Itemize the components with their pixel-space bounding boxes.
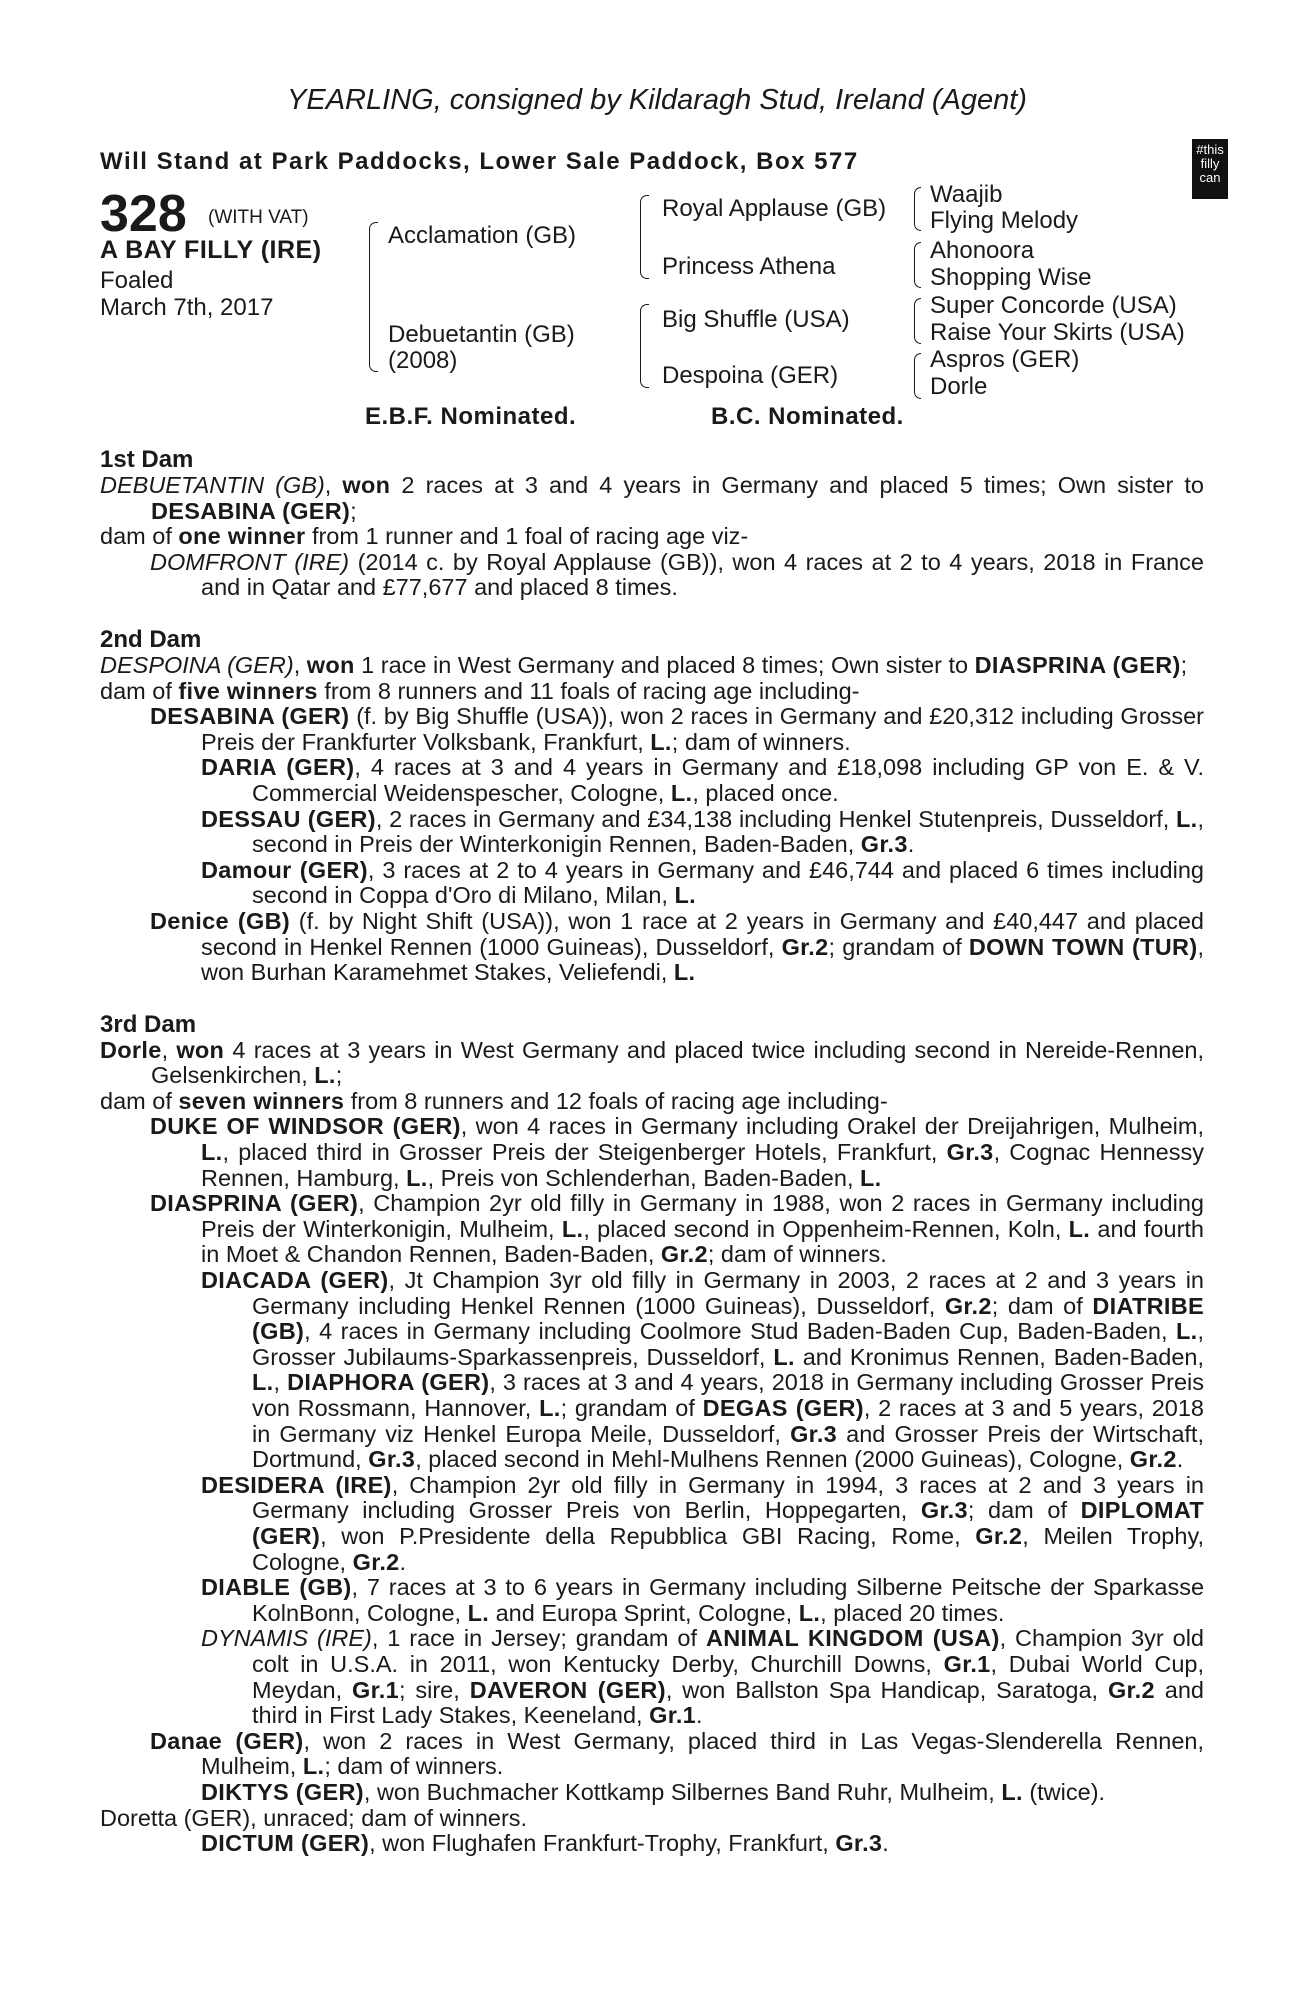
catalogue-body: [100, 447, 1204, 1857]
ebf-nominated: E.B.F. Nominated.: [365, 403, 577, 430]
logo-line-3: can: [1199, 170, 1221, 185]
foaled-label: Foaled: [100, 267, 174, 294]
pedigree-dam-year: (2008): [388, 347, 458, 374]
pedigree-ggp-7: Aspros (GER): [930, 346, 1080, 373]
produce-summary: dam of five winners from 8 runners and 11 foals of racing age including-: [100, 677, 860, 704]
pedigree-ggp-5: Super Concorde (USA): [930, 292, 1177, 319]
stand-location: Will Stand at Park Paddocks, Lower Sale Paddock, Box 577: [100, 148, 859, 175]
dam-entry: DEBUETANTIN (GB), won 2 races at 3 and 4 years in Germany and placed 5 times; Own sister to DESABINA (GER);: [100, 472, 1205, 524]
produce-entry: Damour (GER), 3 races at 2 to 4 years in Germany and £46,744 and placed 6 times including second in Coppa d'Oro di Milano, Milan, L.: [201, 856, 1204, 909]
produce-entry: DOMFRONT (IRE) (2014 c. by Royal Applause (GB)), won 4 races at 2 to 4 years, 2018 in France and in Qatar and £77,677 and placed 8 times.: [150, 548, 1204, 601]
pedigree-brace: [914, 353, 921, 399]
bc-nominated: B.C. Nominated.: [711, 403, 904, 430]
pedigree-ggp-3: Ahonoora: [930, 237, 1035, 264]
pedigree-brace: [914, 242, 921, 288]
sale-header: YEARLING, consigned by Kildaragh Stud, Ireland (Agent): [287, 84, 1027, 116]
produce-entry: DARIA (GER), 4 races at 3 and 4 years in Germany and £18,098 including GP von E. & V. Commercial Weidenspescher, Cologne, L., placed once.: [201, 754, 1204, 806]
produce-entry: DIKTYS (GER), won Buchmacher Kottkamp Silbernes Band Ruhr, Mulheim, L. (twice).: [201, 1778, 1106, 1805]
dam-entry: Dorle, won 4 races at 3 years in West Germany and placed twice including second in Nereide-Rennen, Gelsenkirchen, L.;: [100, 1036, 1204, 1089]
dam-entry: DESPOINA (GER), won 1 race in West Germany and placed 8 times; Own sister to DIASPRINA (GER);: [100, 651, 1188, 678]
pedigree-brace: [640, 195, 649, 279]
pedigree-dam-dam: Despoina (GER): [662, 362, 839, 389]
produce-summary: dam of seven winners from 8 runners and 12 foals of racing age including-: [100, 1087, 888, 1114]
lot-vat: (WITH VAT): [208, 207, 309, 228]
pedigree-ggp-4: Shopping Wise: [930, 264, 1092, 291]
produce-entry: DYNAMIS (IRE), 1 race in Jersey; grandam of ANIMAL KINGDOM (USA), Champion 3yr old colt in U.S.A. in 2011, won Kentucky Derby, Churchill Downs, Gr.1, Dubai World Cup, Meydan, Gr.1; sire, DAVERON (GER), won Ballston Spa Handicap, Saratoga, Gr.2 and third in First Lady Stakes, Keeneland, Gr.1.: [201, 1625, 1204, 1729]
section-heading: 3rd Dam: [100, 1010, 197, 1038]
pedigree-brace: [914, 298, 921, 344]
pedigree-ggp-2: Flying Melody: [930, 207, 1079, 234]
produce-entry: DIACADA (GER), Jt Champion 3yr old filly in Germany in 2003, 2 races at 2 and 3 years in Germany including Henkel Rennen (1000 Guineas), Dusseldorf, Gr.2; dam of DIATRIBE (GB), 4 races in Germany including Coolmore Stud Baden-Baden Cup, Baden-Baden, L., Grosser Jubilaums-Sparkassenpreis, Dusseldorf, L. and Kronimus Rennen, Baden-Baden, L., DIAPHORA (GER), 3 races at 3 and 4 years, 2018 in Germany including Grosser Preis von Rossmann, Hannover, L.; grandam of DEGAS (GER), 2 races at 3 and 5 years, 2018 in Germany viz Henkel Europa Meile, Dusseldorf, Gr.3 and Grosser Preis der Wirtschaft, Dortmund, Gr.3, placed second in Mehl-Mulhens Rennen (2000 Guineas), Cologne, Gr.2.: [201, 1267, 1205, 1473]
pedigree-brace: [640, 304, 649, 388]
pedigree-sire-sire: Royal Applause (GB): [662, 195, 887, 222]
pedigree-brace: [369, 222, 378, 372]
lot-name: A BAY FILLY (IRE): [100, 236, 322, 264]
produce-entry: DIASPRINA (GER), Champion 2yr old filly in Germany in 1988, won 2 races in Germany including Preis der Winterkonigin, Mulheim, L., placed second in Oppenheim-Rennen, Koln, L. and fourth in Moet & Chandon Rennen, Baden-Baden, Gr.2; dam of winners.: [150, 1190, 1204, 1268]
pedigree-ggp-8: Dorle: [930, 373, 988, 400]
produce-entry: Doretta (GER), unraced; dam of winners.: [100, 1804, 528, 1831]
pedigree-sire-dam: Princess Athena: [662, 253, 836, 280]
pedigree-ggp-6: Raise Your Skirts (USA): [930, 319, 1185, 346]
section-heading: 2nd Dam: [100, 625, 202, 653]
produce-entry: DIABLE (GB), 7 races at 3 to 6 years in Germany including Silberne Peitsche der Sparkasse KolnBonn, Cologne, L. and Europa Sprint, Cologne, L., placed 20 times.: [201, 1574, 1205, 1626]
this-filly-can-logo: [1192, 139, 1228, 199]
logo-line-1: #this: [1196, 142, 1224, 157]
produce-entry: Denice (GB) (f. by Night Shift (USA)), won 1 race at 2 years in Germany and £40,447 and placed second in Henkel Rennen (1000 Guineas), Dusseldorf, Gr.2; grandam of DOWN TOWN (TUR), won Burhan Karamehmet Stakes, Veliefendi, L.: [150, 907, 1205, 986]
lot-number: 328: [100, 185, 187, 243]
pedigree-ggp-1: Waajib: [930, 181, 1003, 208]
logo-line-2: filly: [1200, 156, 1220, 171]
produce-summary: dam of one winner from 1 runner and 1 foal of racing age viz-: [100, 523, 749, 550]
pedigree-dam-sire: Big Shuffle (USA): [662, 306, 850, 333]
produce-entry: DESSAU (GER), 2 races in Germany and £34,138 including Henkel Stutenpreis, Dusseldorf, L., second in Preis der Winterkonigin Rennen, Baden-Baden, Gr.3.: [201, 805, 1205, 858]
pedigree-dam: Debuetantin (GB): [388, 321, 575, 348]
produce-entry: DESABINA (GER) (f. by Big Shuffle (USA)), won 2 races in Germany and £20,312 including Grosser Preis der Frankfurter Volksbank, Frankfurt, L.; dam of winners.: [150, 703, 1205, 755]
produce-entry: DUKE OF WINDSOR (GER), won 4 races in Germany including Orakel der Dreijahrigen, Mulheim, L., placed third in Grosser Preis der Steigenberger Hotels, Frankfurt, Gr.3, Cognac Hennessy Rennen, Hamburg, L., Preis von Schlenderhan, Baden-Baden, L.: [150, 1113, 1204, 1191]
pedigree-sire: Acclamation (GB): [388, 222, 577, 249]
produce-entry: Danae (GER), won 2 races in West Germany, placed third in Las Vegas-Slenderella Rennen, Mulheim, L.; dam of winners.: [150, 1727, 1204, 1780]
produce-entry: DESIDERA (IRE), Champion 2yr old filly in Germany in 1994, 3 races at 2 and 3 years in Germany including Grosser Preis von Berlin, Hoppegarten, Gr.3; dam of DIPLOMAT (GER), won P.Presidente della Repubblica GBI Racing, Rome, Gr.2, Meilen Trophy, Cologne, Gr.2.: [201, 1471, 1205, 1575]
produce-entry: DICTUM (GER), won Flughafen Frankfurt-Trophy, Frankfurt, Gr.3.: [201, 1830, 889, 1857]
section-heading: 1st Dam: [100, 446, 194, 473]
pedigree-brace: [914, 187, 921, 231]
foaled-date: March 7th, 2017: [100, 294, 274, 321]
